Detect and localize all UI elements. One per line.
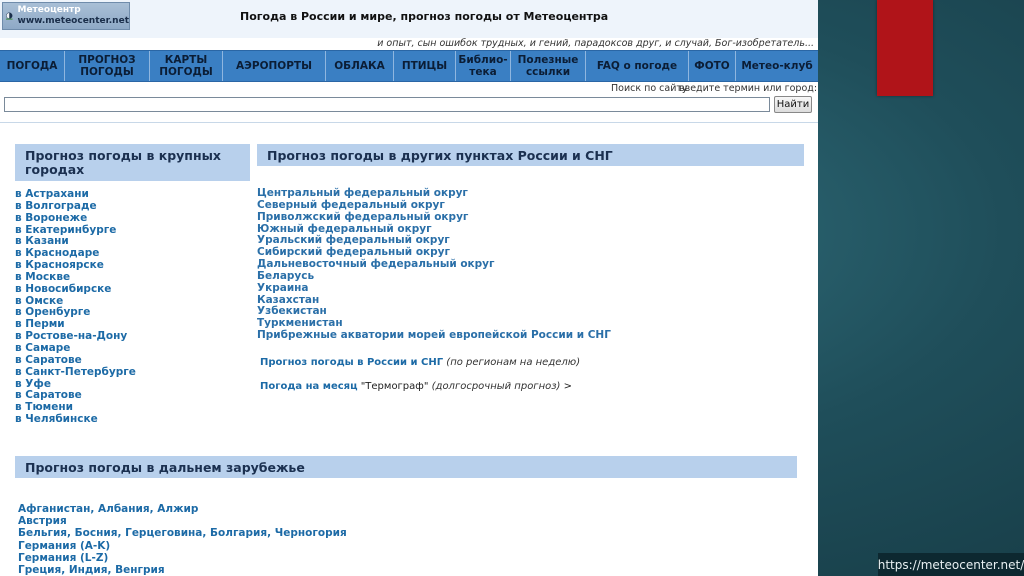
region-link[interactable]: Северный федеральный округ — [257, 198, 445, 211]
country-link[interactable]: Германия (L-Z) — [18, 551, 109, 564]
city-link[interactable]: в Омске — [15, 294, 64, 307]
monthly-forecast-name[interactable]: "Термограф" — [360, 381, 429, 392]
country-link[interactable]: Австрия — [18, 515, 67, 528]
city-link[interactable]: в Новосибирске — [15, 282, 112, 295]
weekly-forecast-note: (по регионам на неделю) — [446, 357, 581, 368]
region-link[interactable]: Узбекистан — [257, 305, 327, 318]
search-site-label: Поиск по сайту — [611, 83, 688, 94]
nav-item-clouds[interactable]: ОБЛАКА — [326, 51, 394, 81]
monthly-forecast-note: (долгосрочный прогноз) — [431, 381, 561, 392]
region-link[interactable]: Центральный федеральный округ — [257, 187, 468, 199]
main-nav — [0, 50, 818, 82]
nav-item-karty[interactable]: КАРТЫ ПОГОДЫ — [150, 51, 223, 81]
main-content — [0, 123, 818, 576]
region-link[interactable]: Дальневосточный федеральный округ — [257, 258, 495, 271]
abroad-list — [18, 503, 347, 576]
nav-item-birds[interactable]: ПТИЦЫ — [394, 51, 456, 81]
city-link[interactable]: в Оренбурге — [15, 306, 91, 319]
nav-item-library[interactable]: Библио-тека — [456, 51, 511, 81]
region-link[interactable]: Казахстан — [257, 293, 320, 306]
source-url-caption: https://meteocenter.net/ — [878, 553, 1024, 576]
nav-item-photo[interactable]: ФОТО — [689, 51, 736, 81]
regions-heading: Прогноз погоды в других пунктах России и СНГ — [257, 144, 804, 166]
region-link[interactable]: Беларусь — [257, 269, 315, 282]
city-link[interactable]: в Уфе — [15, 377, 51, 390]
search-button[interactable]: Найти — [774, 96, 812, 113]
city-link[interactable]: в Краснодаре — [15, 247, 100, 260]
city-link[interactable]: в Ростове-на-Дону — [15, 330, 128, 343]
city-link[interactable]: в Саратове — [15, 389, 82, 402]
slide-accent-bar — [877, 0, 933, 96]
logo-url: www.meteocenter.net — [17, 16, 129, 26]
city-link[interactable]: в Екатеринбурге — [15, 223, 117, 236]
logo-name: Метеоцентр — [17, 5, 81, 15]
search-input[interactable] — [4, 97, 770, 112]
region-link[interactable]: Приволжский федеральный округ — [257, 210, 469, 223]
region-link[interactable]: Украина — [257, 281, 309, 294]
city-link[interactable]: в Казани — [15, 235, 69, 248]
nav-item-faq[interactable]: FAQ о погоде — [586, 51, 689, 81]
nav-item-links[interactable]: Полезные ссылки — [511, 51, 586, 81]
city-link[interactable]: в Санкт-Петербурге — [15, 365, 136, 378]
country-link[interactable]: Афганистан, Албания, Алжир — [18, 503, 199, 515]
monthly-forecast-row — [260, 381, 572, 392]
search-bar — [0, 95, 818, 113]
region-link[interactable]: Уральский федеральный округ — [257, 234, 450, 247]
city-link[interactable]: в Красноярске — [15, 259, 104, 272]
search-hint-label: введите термин или город: — [679, 83, 818, 94]
header-divider — [0, 113, 818, 123]
country-link[interactable]: Германия (A-K) — [18, 539, 111, 552]
city-link[interactable]: в Воронеже — [15, 211, 88, 224]
regions-list — [257, 188, 611, 342]
region-link[interactable]: Южный федеральный округ — [257, 222, 432, 235]
city-link[interactable]: в Самаре — [15, 341, 71, 354]
weekly-forecast-row — [260, 357, 580, 368]
city-link[interactable]: в Перми — [15, 318, 65, 331]
cities-heading: Прогноз погоды в крупных городах — [15, 144, 250, 181]
region-link[interactable]: Туркменистан — [257, 317, 343, 330]
nav-item-pogoda[interactable]: ПОГОДА — [0, 51, 65, 81]
city-link[interactable]: в Астрахани — [15, 188, 89, 200]
cities-list — [15, 189, 136, 426]
monthly-forecast-arrow[interactable]: > — [563, 381, 573, 392]
meteocenter-logo-icon — [5, 3, 14, 29]
nav-item-prognoz[interactable]: ПРОГНОЗ ПОГОДЫ — [65, 51, 150, 81]
city-link[interactable]: в Челябинске — [15, 413, 98, 426]
page-title: Погода в России и мире, прогноз погоды от Метеоцентра — [240, 10, 609, 23]
nav-item-airports[interactable]: АЭРОПОРТЫ — [223, 51, 326, 81]
slogan: и опыт, сын ошибок трудных, и гений, парадоксов друг, и случай, Бог-изобретатель... — [377, 38, 814, 49]
search-labels — [0, 82, 818, 95]
city-link[interactable]: в Тюмени — [15, 401, 73, 414]
abroad-heading: Прогноз погоды в дальнем зарубежье — [15, 456, 797, 478]
country-link[interactable]: Бельгия, Босния, Герцеговина, Болгария, Черногория — [18, 527, 347, 540]
slogan-row — [0, 38, 818, 50]
nav-item-club[interactable]: Метео-клуб — [741, 60, 813, 72]
city-link[interactable]: в Москве — [15, 270, 71, 283]
city-link[interactable]: в Волгограде — [15, 199, 97, 212]
site-header — [0, 0, 818, 38]
site-logo[interactable] — [2, 2, 130, 30]
region-link[interactable]: Прибрежные акватории морей европейской России и СНГ — [257, 329, 611, 342]
region-link[interactable]: Сибирский федеральный округ — [257, 246, 451, 259]
logo-text — [18, 5, 130, 27]
weekly-forecast-link[interactable]: Прогноз погоды в России и СНГ — [260, 357, 444, 368]
country-link[interactable]: Греция, Индия, Венгрия — [18, 564, 165, 576]
city-link[interactable]: в Саратове — [15, 353, 82, 366]
monthly-forecast-link[interactable]: Погода на месяц — [260, 381, 358, 392]
